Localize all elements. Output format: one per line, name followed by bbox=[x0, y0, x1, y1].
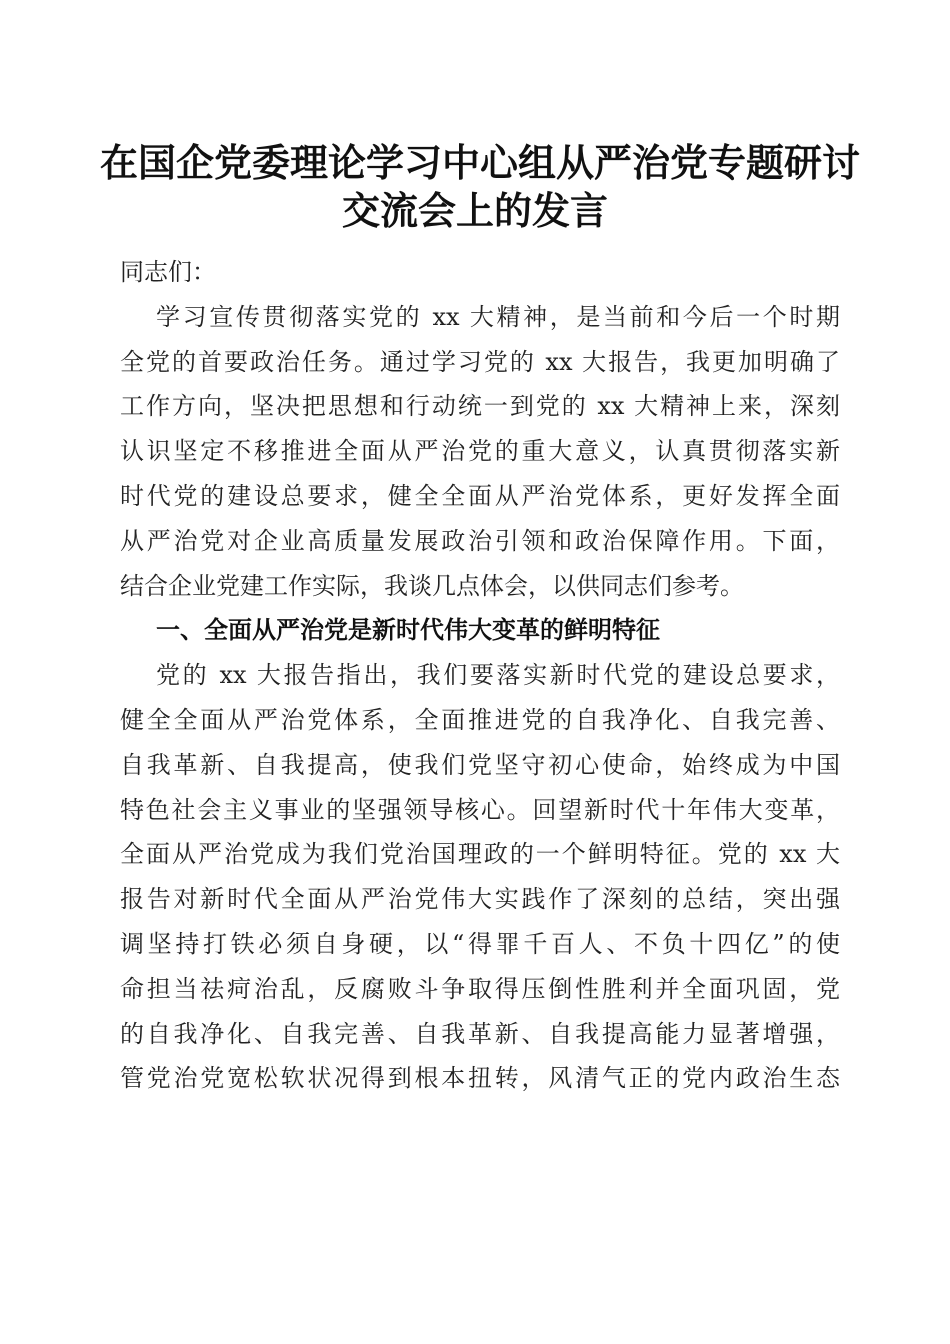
paragraph-1-line: 学习宣传贯彻落实党的 xx 大精神，是当前和今后一个时期 bbox=[156, 302, 840, 331]
salutation: 同志们： bbox=[120, 258, 216, 286]
paragraph-2-line: 健全全面从严治党体系，全面推进党的自我净化、自我完善、 bbox=[120, 705, 840, 734]
paragraph-1-line: 认识坚定不移推进全面从严治党的重大意义，认真贯彻落实新 bbox=[120, 437, 840, 466]
paragraph-2-line: 自我革新、自我提高，使我们党坚守初心使命，始终成为中国 bbox=[120, 750, 840, 779]
paragraph-1-line: 从严治党对企业高质量发展政治引领和政治保障作用。下面， bbox=[120, 526, 840, 555]
paragraph-2-line: 管党治党宽松软状况得到根本扭转，风清气正的党内政治生态 bbox=[120, 1064, 840, 1093]
paragraph-2-line: 特色社会主义事业的坚强领导核心。回望新时代十年伟大变革， bbox=[120, 795, 840, 824]
paragraph-1-line: 工作方向，坚决把思想和行动统一到党的 xx 大精神上来，深刻 bbox=[120, 392, 840, 421]
paragraph-2-line: 报告对新时代全面从严治党伟大实践作了深刻的总结，突出强 bbox=[120, 885, 840, 914]
document-body bbox=[120, 250, 840, 1101]
section-heading-1: 一、全面从严治党是新时代伟大变革的鲜明特征 bbox=[156, 616, 660, 645]
paragraph-2-line: 调坚持打铁必须自身硬，以“得罪千百人、不负十四亿”的使 bbox=[120, 929, 840, 958]
paragraph-2-line: 命担当祛疴治乱，反腐败斗争取得压倒性胜利并全面巩固，党 bbox=[120, 974, 840, 1003]
document-title-line-2: 交流会上的发言 bbox=[341, 188, 608, 233]
document-title-line-1: 在国企党委理论学习中心组从严治党专题研讨 bbox=[100, 140, 861, 185]
paragraph-2-line: 党的 xx 大报告指出，我们要落实新时代党的建设总要求， bbox=[156, 661, 840, 690]
paragraph-1-line: 时代党的建设总要求，健全全面从严治党体系，更好发挥全面 bbox=[120, 481, 840, 510]
paragraph-1-line: 全党的首要政治任务。通过学习党的 xx 大报告，我更加明确了 bbox=[120, 347, 840, 376]
paragraph-2-line: 的自我净化、自我完善、自我革新、自我提高能力显著增强， bbox=[120, 1019, 840, 1048]
paragraph-2-line: 全面从严治党成为我们党治国理政的一个鲜明特征。党的 xx 大 bbox=[120, 840, 840, 869]
paragraph-1-line: 结合企业党建工作实际，我谈几点体会，以供同志们参考。 bbox=[120, 571, 744, 600]
